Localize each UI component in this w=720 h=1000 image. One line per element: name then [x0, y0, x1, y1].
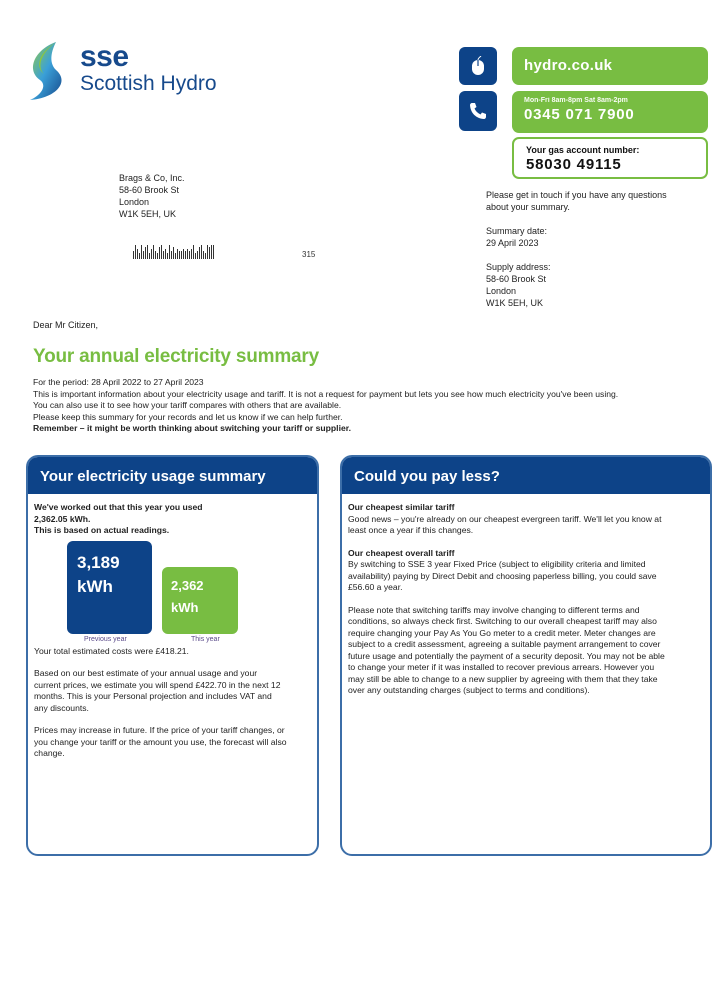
- similar-tariff-title: Our cheapest similar tariff: [348, 502, 455, 512]
- swoosh-logo-icon: [26, 40, 76, 102]
- supply-address-line: 58-60 Brook St: [486, 274, 547, 284]
- previous-year-bar: [67, 541, 152, 634]
- page-title: Your annual electricity summary: [33, 346, 319, 367]
- pay-less-heading: Could you pay less?: [342, 457, 710, 494]
- previous-year-value: 3,189: [77, 552, 120, 572]
- similar-tariff-text: Good news – you're already on our cheapest evergreen tariff. We'll let you know at least once a year if this changes.: [348, 513, 662, 535]
- total-costs: Your total estimated costs were £418.21.: [34, 645, 189, 656]
- brand-name: Scottish Hydro: [80, 72, 217, 95]
- brand-short: sse: [80, 40, 129, 73]
- switching-note: Please note that switching tariffs may involve changing to different terms and conditions, so always check first. Switching to our overall cheapest tariff may also require changing your Pay As You Go meter to a credit meter. Meter changes are subject to a credit assessment, agreeing a suitable payment arrangement to cover future usage and potentially the payment of a security deposit. You may not be able to change your meter if it was installed to recover previous arrears. However you may still be able to change to a new supplier by agreeing with them that they take over any outstanding charges (subject to terms and conditions).: [348, 604, 665, 695]
- supply-address-line: W1K 5EH, UK: [486, 298, 544, 308]
- usage-comparison-chart: [34, 537, 307, 655]
- usage-summary-panel: [26, 455, 319, 856]
- salutation: Dear Mr Citizen,: [33, 320, 99, 330]
- used-line: We've worked out that this year you used: [34, 502, 203, 512]
- intro-keep: Please keep this summary for your records and let us know if we can help further.: [33, 411, 343, 422]
- supply-address-label: Supply address:: [486, 262, 551, 272]
- remember-note: Remember – it might be worth thinking about switching your tariff or supplier.: [33, 423, 351, 433]
- recipient-line: London: [119, 197, 150, 207]
- summary-date: 29 April 2023: [486, 238, 539, 248]
- phone-icon-tile: [459, 91, 497, 131]
- overall-tariff-title: Our cheapest overall tariff: [348, 547, 455, 558]
- used-value: 2,362.05 kWh.: [34, 513, 91, 524]
- account-number-box: [512, 137, 708, 179]
- this-year-bar: [162, 567, 238, 634]
- recipient-line: Brags & Co, Inc.: [119, 173, 185, 183]
- this-year-value: 2,362: [171, 577, 204, 593]
- phone-icon: [468, 101, 488, 121]
- account-number-label: Your gas account number:: [526, 145, 640, 155]
- recipient-address: [119, 172, 185, 220]
- contact-note: Please get in touch if you have any questions about your summary.: [486, 190, 667, 212]
- mouse-icon: [471, 56, 485, 76]
- pay-less-panel: [340, 455, 712, 856]
- barcode-number: 315: [302, 250, 316, 259]
- supply-address-line: London: [486, 286, 517, 296]
- website-icon-tile: [459, 47, 497, 85]
- intro-text: [33, 377, 633, 435]
- this-year-label: This year: [191, 635, 220, 643]
- previous-year-unit: kWh: [77, 576, 113, 596]
- website-link[interactable]: hydro.co.uk: [512, 47, 708, 85]
- readings-note: This is based on actual readings.: [34, 525, 170, 535]
- intro-paragraph: This is important information about your electricity usage and tariff. It is not a request for payment but lets you see how much electricity you've been using. You can also use it to see how your tariff compares with others that are available.: [33, 388, 619, 410]
- prices-note: Prices may increase in future. If the price of your tariff changes, or you change your tariff or the amount you use, the forecast will also change.: [34, 725, 287, 758]
- usage-summary-heading: Your electricity usage summary: [28, 457, 317, 494]
- recipient-line: W1K 5EH, UK: [119, 209, 177, 219]
- account-number: 58030 49115: [526, 156, 622, 173]
- phone-hours: Mon-Fri 8am-8pm Sat 8am-2pm: [524, 97, 628, 104]
- period: For the period: 28 April 2022 to 27 April 2023: [33, 377, 204, 387]
- this-year-unit: kWh: [171, 599, 199, 615]
- phone-contact[interactable]: [512, 91, 708, 133]
- summary-info: [486, 189, 686, 321]
- previous-year-label: Previous year: [84, 635, 127, 643]
- phone-number: 0345 071 7900: [524, 106, 635, 123]
- sse-scottish-hydro-logo: [26, 40, 236, 102]
- projection: Based on our best estimate of your annual usage and your current prices, we estimate you will spend £422.70 in the next 12 months. This is your Personal projection and includes VAT and any discounts.: [34, 668, 281, 713]
- postal-barcode: [133, 245, 214, 259]
- overall-tariff-text: By switching to SSE 3 year Fixed Price (subject to eligibility criteria and limited availability) paying by Direct Debit and choosing paperless billing, you could save £56.60 a year.: [348, 559, 657, 592]
- summary-date-label: Summary date:: [486, 226, 548, 236]
- recipient-line: 58-60 Brook St: [119, 185, 180, 195]
